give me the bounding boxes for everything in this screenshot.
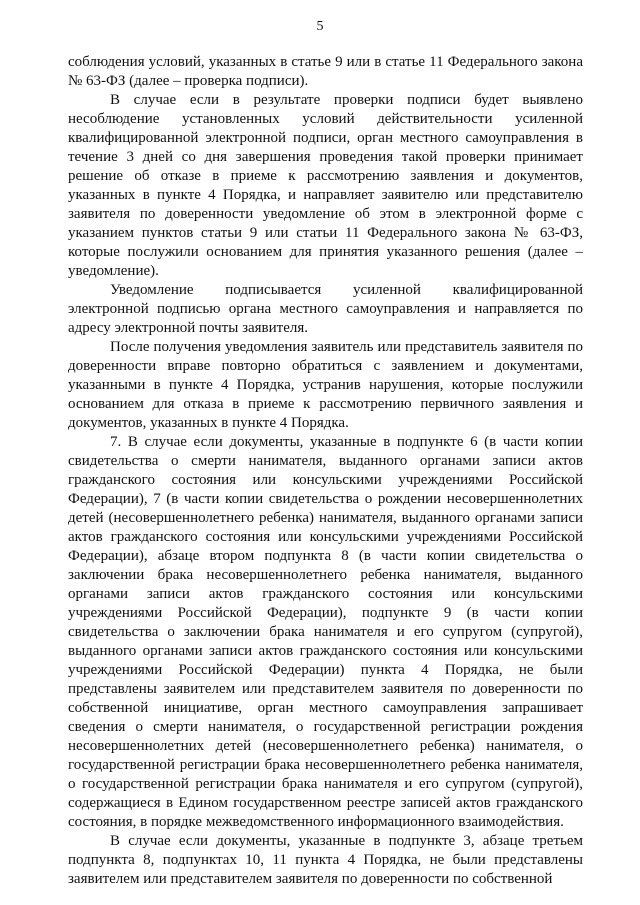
document-body (68, 53, 583, 889)
paragraph-repeat-application: После получения уведомления заявитель или представитель заявителя по доверенности вправе повторно обратиться с заявлением и документами, указанными в пункте 4 Порядка, устранив нарушения, которые послужили основанием для отказа в приеме к рассмотрению первичного заявления и документов, указанных в пункте 4 Порядка. (68, 339, 583, 431)
paragraph-refusal-decision: В случае если в результате проверки подписи будет выявлено несоблюдение установленных условий действительности усиленной квалифицированной электронной подписи, орган местного самоуправления в течение 3 дней со дня завершения проведения такой проверки принимает решение об отказе в приеме к рассмотрению заявления и документов, указанных в пункте 4 Порядка, и направляет заявителю или представителю заявителя по доверенности уведомление об этом в электронной форме с указанием пунктов статьи 9 или статьи 11 Федерального закона № 63-ФЗ, которые послужили основанием для принятия указанного решения (далее – уведомление). (68, 92, 583, 279)
paragraph-item-7: 7. В случае если документы, указанные в подпункте 6 (в части копии свидетельства о смерти нанимателя, выданного органами записи актов гражданского состояния или консульскими учреждениями Российской Федерации), 7 (в части копии свидетельства о рождении несовершеннолетних детей (несовершеннолетнего ребенка) нанимателя, выданного органами записи актов гражданского состояния или консульскими учреждениями Российской Федерации), абзаце втором подпункта 8 (в части копии свидетельства о заключении брака несовершеннолетнего ребенка нанимателя, выданного органами записи актов гражданского состояния или консульскими учреждениями Российской Федерации), подпункте 9 (в части копии свидетельства о заключении брака нанимателя и его супругом (супругой), выданного органами записи актов гражданского состояния или консульскими учреждениями Российской Федерации) пункта 4 Порядка, не были представлены заявителем или представителем заявителя по доверенности по собственной инициативе, орган местного самоуправления запрашивает сведения о смерти нанимателя, о государственной регистрации рождения несовершеннолетних детей (несовершеннолетнего ребенка) нанимателя, о государственной регистрации брака несовершеннолетнего ребенка нанимателя, о государственной регистрации брака нанимателя и его супругом (супругой), содержащиеся в Едином государственном реестре записей актов гражданского состояния, в порядке межведомственного информационного взаимодействия. (68, 434, 583, 830)
paragraph-documents-not-submitted: В случае если документы, указанные в подпункте 3, абзаце третьем подпункта 8, подпунктах 10, 11 пункта 4 Порядка, не были представлены заявителем или представителем заявителя по доверенности по собственной (68, 833, 583, 887)
paragraph-signature-check: соблюдения условий, указанных в статье 9 или в статье 11 Федерального закона № 63-ФЗ (далее – проверка подписи). (68, 54, 583, 89)
paragraph-notification-signing: Уведомление подписывается усиленной квалифицированной электронной подписью органа местного самоуправления и направляется по адресу электронной почты заявителя. (68, 282, 583, 336)
page-number: 5 (316, 19, 324, 34)
